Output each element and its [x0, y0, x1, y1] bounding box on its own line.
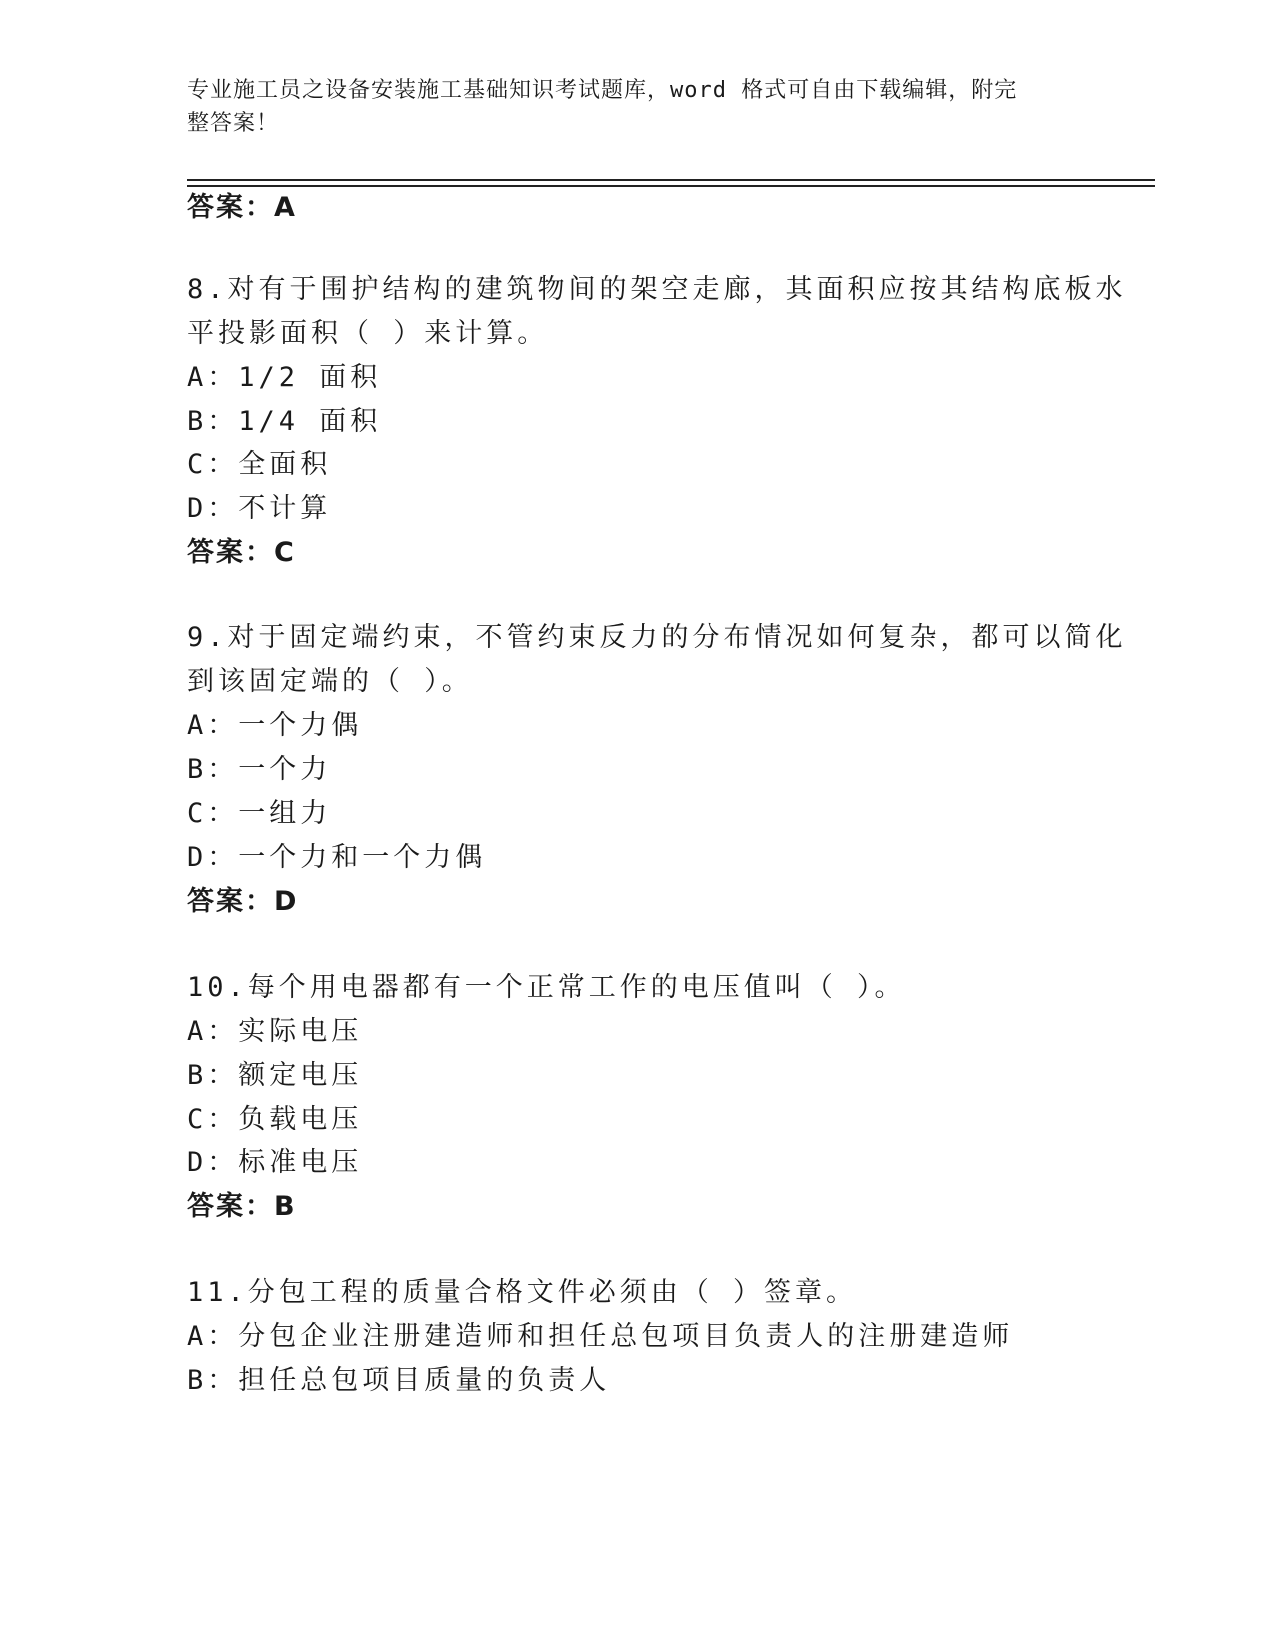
option-d: D：一个力和一个力偶 — [187, 842, 487, 873]
option-b: B：额定电压 — [187, 1060, 363, 1091]
option-c: C：负载电压 — [187, 1104, 363, 1135]
header-divider-bottom — [187, 185, 1155, 187]
option-a: A：分包企业注册建造师和担任总包项目负责人的注册建造师 — [187, 1321, 1014, 1352]
header-divider-top — [187, 179, 1155, 181]
question-stem-line: 9.对于固定端约束，不管约束反力的分布情况如何复杂，都可以简化 — [187, 622, 1127, 653]
question-stem-line: 平投影面积（ ）来计算。 — [187, 318, 549, 349]
header-line-2: 整答案！ — [187, 111, 280, 136]
option-b: B：一个力 — [187, 754, 332, 785]
option-d: D：标准电压 — [187, 1147, 363, 1178]
answer-line: 答案：A — [187, 192, 297, 223]
question-stem-line: 10.每个用电器都有一个正常工作的电压值叫（ ）。 — [187, 972, 906, 1003]
document-header — [187, 74, 1067, 140]
option-d: D：不计算 — [187, 493, 332, 524]
option-b: B：担任总包项目质量的负责人 — [187, 1365, 611, 1396]
answer-line: 答案：C — [187, 537, 296, 568]
option-a: A：实际电压 — [187, 1016, 363, 1047]
answer-line: 答案：B — [187, 1191, 297, 1222]
question-stem-line: 到该固定端的（ ）。 — [187, 666, 473, 697]
question-stem-line: 8.对有于围护结构的建筑物间的架空走廊，其面积应按其结构底板水 — [187, 274, 1127, 305]
option-c: C：一组力 — [187, 798, 332, 829]
option-c: C：全面积 — [187, 449, 332, 480]
answer-line: 答案：D — [187, 886, 299, 917]
option-a: A：1/2 面积 — [187, 362, 382, 393]
question-stem-line: 11.分包工程的质量合格文件必须由（ ）签章。 — [187, 1277, 858, 1308]
header-line-1: 专业施工员之设备安装施工基础知识考试题库，word 格式可自由下载编辑，附完 — [187, 78, 1018, 103]
option-a: A：一个力偶 — [187, 710, 363, 741]
option-b: B：1/4 面积 — [187, 406, 382, 437]
